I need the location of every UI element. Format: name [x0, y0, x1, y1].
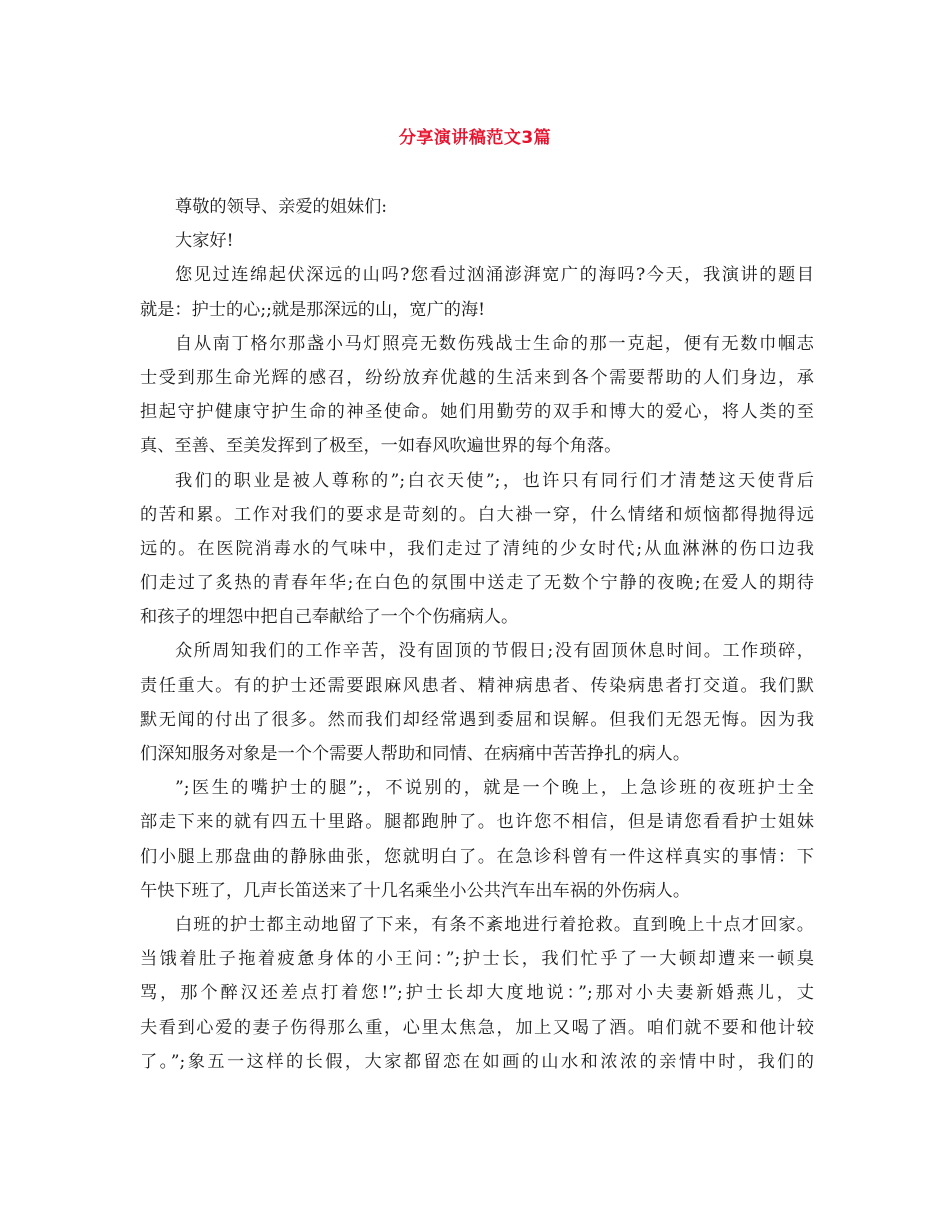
text-line: 骂，那个醉汉还差点打着您!”;护士长却大度地说：”;那对小夫妻新婚燕儿，丈 — [140, 983, 814, 1004]
document-body — [140, 190, 814, 1079]
text-line: 们小腿上那盘曲的静脉曲张，您就明白了。在急诊科曾有一件这样真实的事情：下 — [140, 846, 814, 867]
text-line: 真、至善、至美发挥到了极至，一如春风吹遍世界的每个角落。 — [140, 436, 622, 457]
text-line: 自从南丁格尔那盏小马灯照亮无数伤残战士生命的那一克起，便有无数巾帼志 — [175, 333, 814, 354]
text-line: 部走下来的就有四五十里路。腿都跑肿了。也许您不相信，但是请您看看护士姐妹 — [140, 812, 814, 833]
text-line: 尊敬的领导、亲爱的姐妹们: — [175, 197, 388, 217]
text-line: 白班的护士都主动地留了下来，有条不紊地进行着抢救。直到晚上十点才回家。 — [175, 914, 814, 935]
text-line: 当饿着肚子拖着疲惫身体的小王问：”;护士长，我们忙乎了一大顿却遭来一顿臭 — [140, 949, 814, 970]
text-line: 午快下班了，几声长笛送来了十几名乘坐小公共汽车出车祸的外伤病人。 — [140, 880, 691, 901]
text-line: 士受到那生命光辉的感召，纷纷放弃优越的生活来到各个需要帮助的人们身边，承 — [140, 367, 814, 388]
text-line: 责任重大。有的护士还需要跟麻风患者、精神病患者、传染病患者打交道。我们默 — [140, 675, 814, 696]
document-title: 分享演讲稿范文3篇 — [398, 128, 552, 148]
text-line: ”;医生的嘴护士的腿”;，不说别的，就是一个晚上，上急诊班的夜班护士全 — [175, 778, 814, 799]
text-line: 您见过连绵起伏深远的山吗?您看过汹涌澎湃宽广的海吗?今天，我演讲的题目 — [175, 265, 814, 286]
text-line: 夫看到心爱的妻子伤得那么重，心里太焦急，加上又喝了酒。咱们就不要和他计较 — [140, 1017, 814, 1038]
text-line: 我们的职业是被人尊称的”;白衣天使”;，也许只有同行们才清楚这天使背后 — [175, 470, 814, 491]
text-line: 就是：护士的心;;就是那深远的山，宽广的海! — [140, 299, 486, 320]
text-line: 担起守护健康守护生命的神圣使命。她们用勤劳的双手和博大的爱心，将人类的至 — [140, 402, 814, 423]
text-line: 的苦和累。工作对我们的要求是苛刻的。白大褂一穿，什么情绪和烦恼都得抛得远 — [140, 504, 814, 525]
text-line: 远的。在医院消毒水的气味中，我们走过了清纯的少女时代;从血淋淋的伤口边我 — [140, 538, 814, 559]
text-line: 众所周知我们的工作辛苦，没有固顶的节假日;没有固顶休息时间。工作琐碎， — [175, 641, 814, 662]
text-line: 了。”;象五一这样的长假，大家都留恋在如画的山水和浓浓的亲情中时，我们的 — [140, 1051, 814, 1072]
text-line: 和孩子的埋怨中把自己奉献给了一个个伤痛病人。 — [140, 607, 519, 628]
text-line: 们深知服务对象是一个个需要人帮助和同情、在病痛中苦苦挣扎的病人。 — [140, 744, 691, 764]
text-line: 们走过了炙热的青春年华;在白色的氛围中送走了无数个宁静的夜晚;在爱人的期待 — [140, 573, 814, 594]
text-line: 大家好! — [175, 231, 234, 252]
text-line: 默无闻的付出了很多。然而我们却经常遇到委屈和误解。但我们无怨无悔。因为我 — [140, 709, 814, 730]
